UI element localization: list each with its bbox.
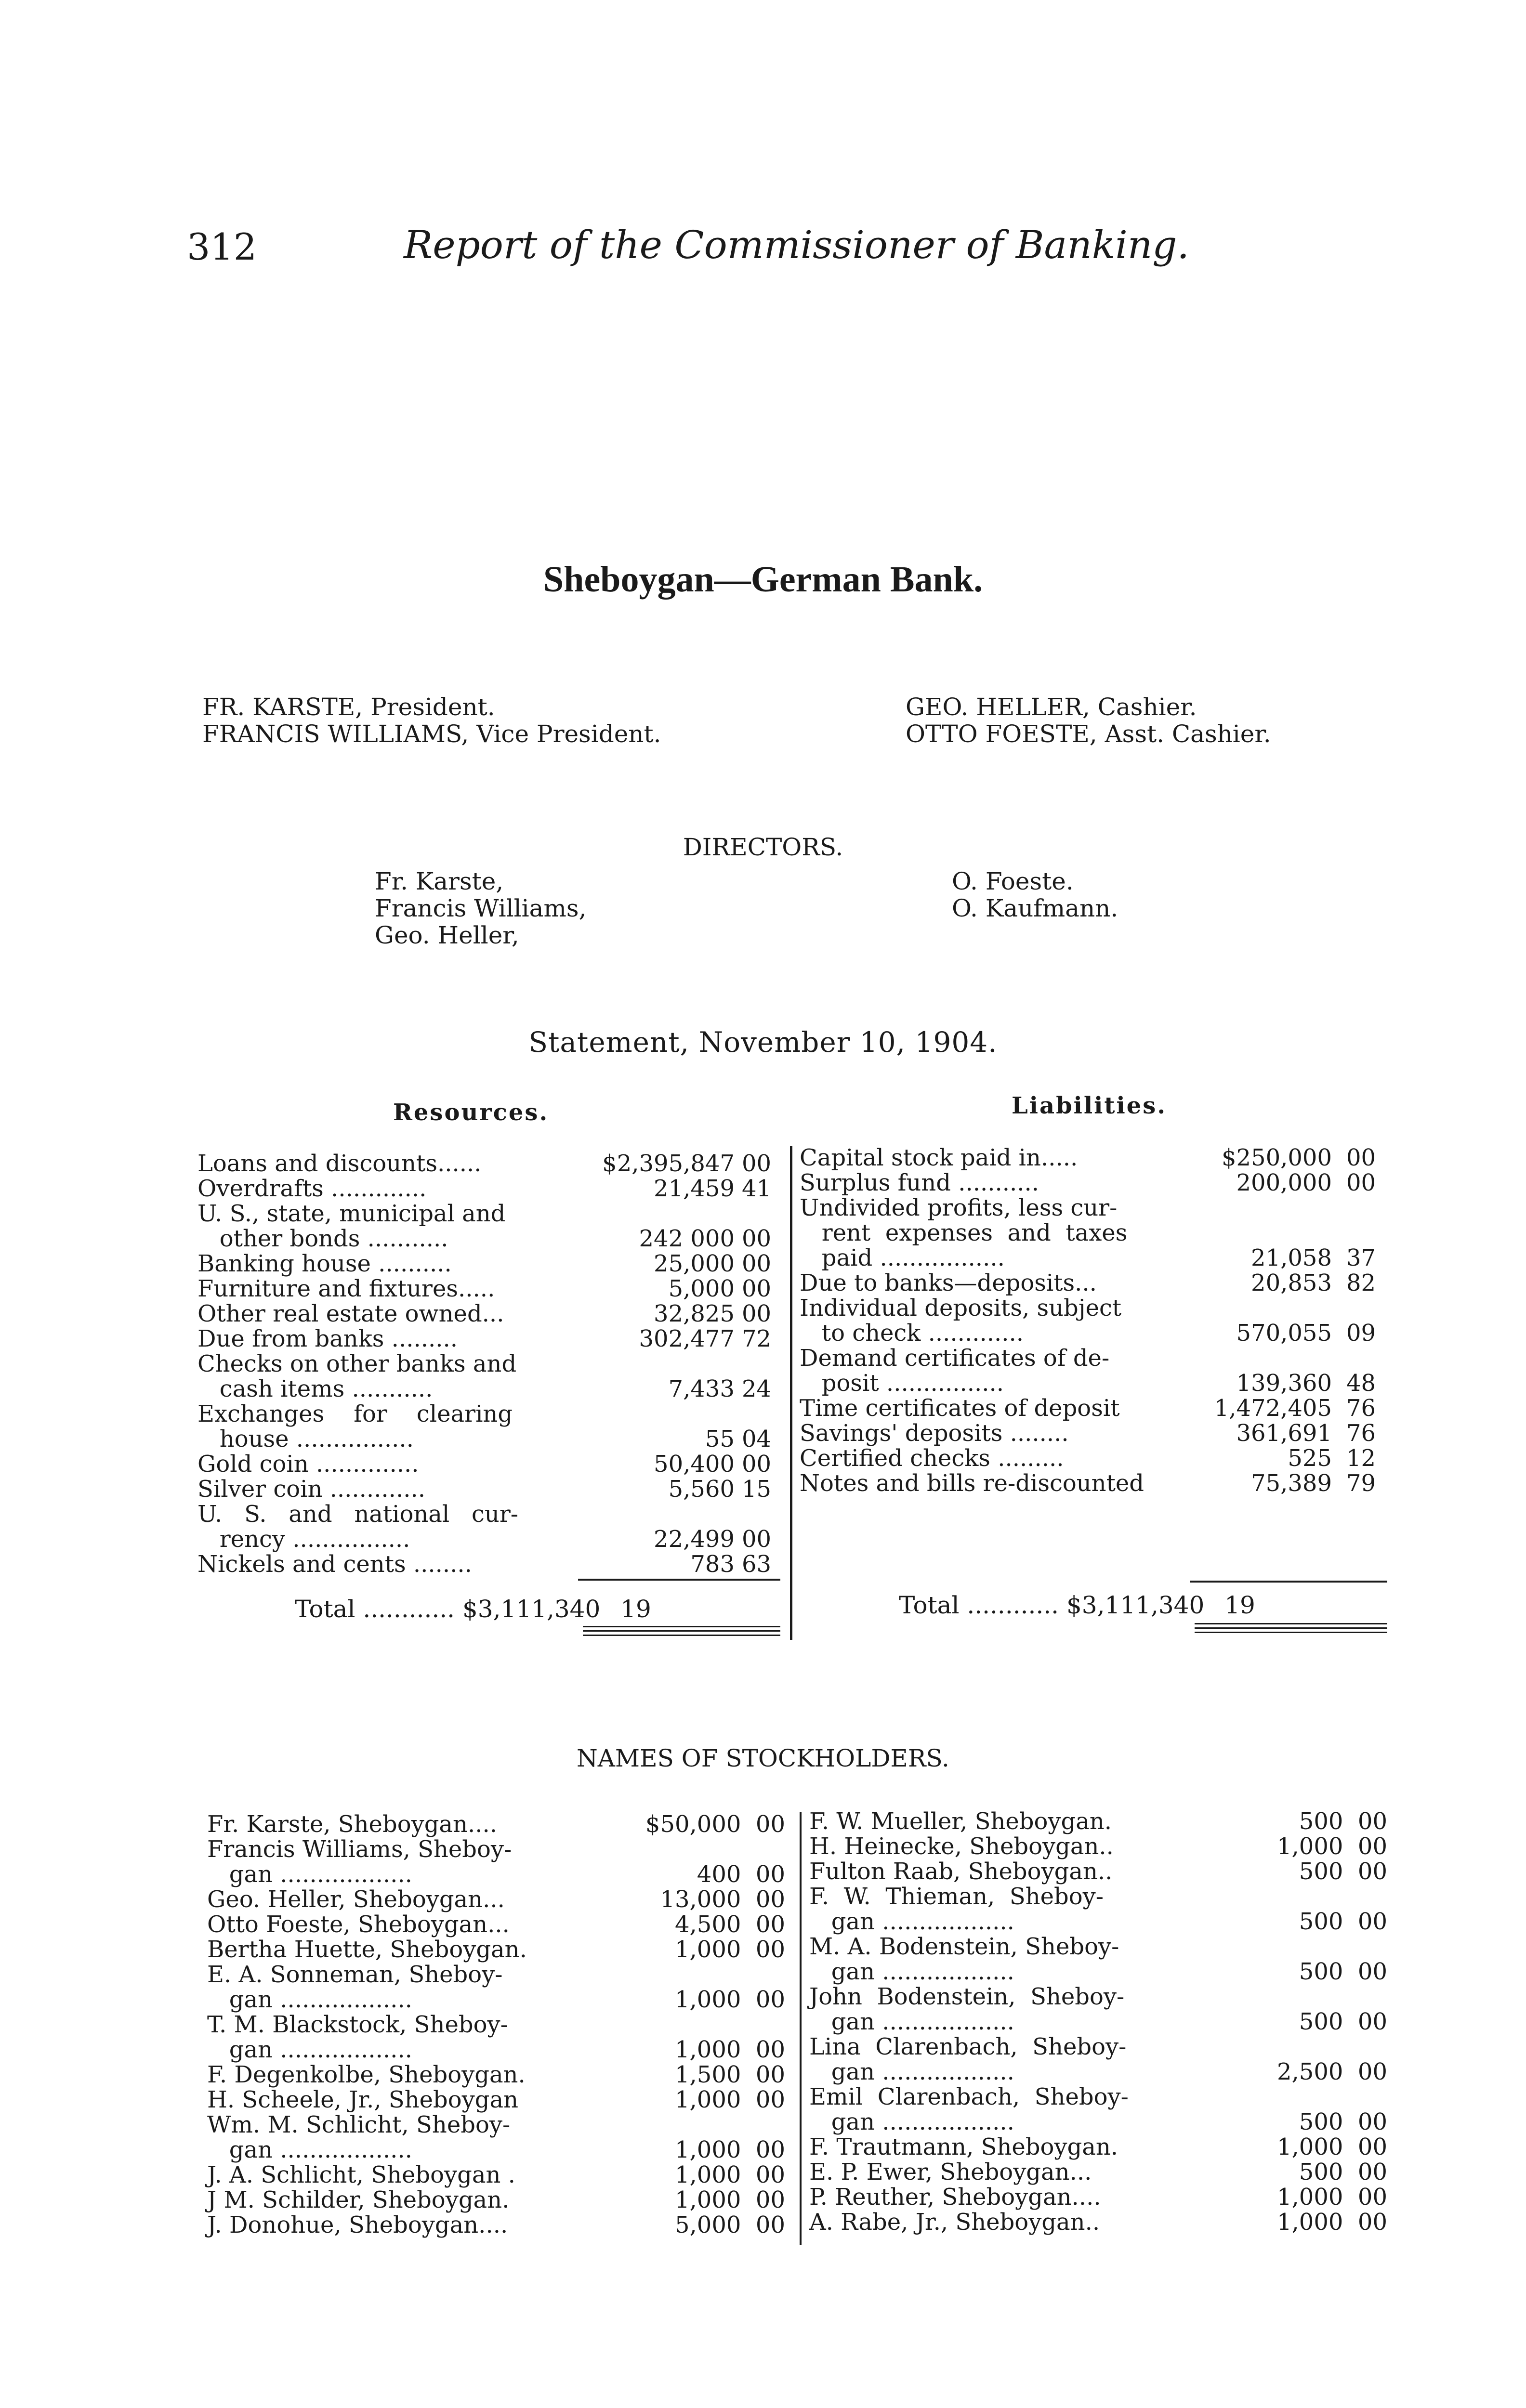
stockholder-amount: 1,000 00	[674, 2036, 785, 2063]
ledger-cents: 00	[1346, 1169, 1376, 1196]
ledger-label: to check .............	[800, 1320, 1024, 1347]
stockholder-amount: 1,000 00	[674, 2086, 785, 2113]
stockholders-divider	[800, 1812, 802, 2245]
ledger-row	[197, 1326, 788, 1351]
ledger-label: Other real estate owned...	[197, 1300, 504, 1327]
ledger-amount: 32,825	[654, 1300, 735, 1327]
liabilities-list	[800, 1145, 1392, 1496]
resources-total-label: Total ............	[295, 1595, 455, 1623]
ledger-amount: 5,000	[668, 1275, 735, 1302]
stockholder-row	[809, 2210, 1387, 2235]
stockholder-row	[809, 2185, 1387, 2210]
stockholder-row	[207, 2037, 785, 2062]
stockholder-name: gan ..................	[207, 2036, 412, 2063]
ledger-label: U. S. and national cur-	[197, 1501, 518, 1528]
stockholder-name: F. Degenkolbe, Sheboygan.	[207, 2061, 526, 2088]
ledger-row	[197, 1527, 788, 1552]
ledger-cents: 76	[1346, 1395, 1376, 1422]
ledger-label: rent expenses and taxes	[800, 1219, 1128, 1246]
ledger-row	[800, 1145, 1392, 1170]
ledger-row	[197, 1201, 788, 1226]
stockholder-name: J. Donohue, Sheboygan....	[207, 2212, 508, 2238]
directors-left	[375, 868, 586, 949]
stockholder-name: Lina Clarenbach, Sheboy-	[809, 2033, 1127, 2060]
ledger-row	[800, 1321, 1392, 1346]
ledger-cents: 12	[1346, 1445, 1376, 1472]
stockholder-amount: 1,000 00	[1276, 2184, 1387, 2211]
ledger-row	[800, 1346, 1392, 1371]
stockholder-name: Fr. Karste, Sheboygan....	[207, 1811, 497, 1838]
ledger-amount: 21,459	[654, 1175, 735, 1202]
resources-total	[295, 1595, 651, 1623]
stockholder-amount: 1,000 00	[674, 2161, 785, 2188]
stockholder-name: Otto Foeste, Sheboygan...	[207, 1911, 510, 1938]
ledger-cents: 63	[742, 1551, 772, 1578]
director-name: Geo. Heller,	[375, 921, 519, 949]
ledger-amount: 139,360	[1236, 1370, 1332, 1397]
director-name: O. Kaufmann.	[952, 894, 1118, 922]
ledger-cents: 82	[1346, 1269, 1376, 1296]
ledger-cents: 72	[742, 1325, 772, 1352]
ledger-cents: 00	[742, 1150, 772, 1177]
ledger-cents: 00	[742, 1300, 772, 1327]
ledger-amount: 242 000	[639, 1225, 735, 1252]
ledger-row	[197, 1226, 788, 1251]
stockholder-name: F. Trautmann, Sheboygan.	[809, 2133, 1118, 2160]
stockholder-amount: 500 00	[1299, 2008, 1387, 2035]
ledger-amount: 361,691	[1236, 1420, 1332, 1447]
ledger-label: cash items ...........	[197, 1375, 433, 1402]
running-head: Report of the Commissioner of Banking.	[404, 222, 1189, 267]
ledger-label: Due from banks .........	[197, 1325, 458, 1352]
ledger-amount: 1,472,405	[1214, 1395, 1332, 1422]
stockholder-row	[809, 2109, 1387, 2134]
statement-heading: Statement, November 10, 1904.	[528, 1026, 998, 1059]
column-divider	[790, 1146, 792, 1640]
stockholder-row	[809, 1809, 1387, 1834]
ledger-label: Certified checks .........	[800, 1445, 1064, 1472]
ledger-amount: 783	[690, 1551, 735, 1578]
resources-total-cents: 19	[620, 1595, 651, 1623]
ledger-row	[800, 1446, 1392, 1471]
ledger-row	[800, 1195, 1392, 1220]
stockholder-row	[207, 1887, 785, 1912]
ledger-cents: 15	[742, 1476, 772, 1503]
ledger-label: rency ................	[197, 1526, 410, 1553]
ledger-label: Undivided profits, less cur-	[800, 1194, 1118, 1221]
ledger-row	[800, 1170, 1392, 1195]
liabilities-total-rule	[1190, 1581, 1387, 1583]
stockholder-name: gan ..................	[207, 1986, 412, 2013]
ledger-row	[800, 1471, 1392, 1496]
stockholder-name: Francis Williams, Sheboy-	[207, 1836, 512, 1863]
stockholder-name: gan ..................	[207, 1861, 412, 1888]
officers-left	[202, 694, 661, 747]
ledger-cents: 37	[1346, 1244, 1376, 1271]
stockholder-name: Bertha Huette, Sheboygan.	[207, 1936, 527, 1963]
directors-heading: DIRECTORS.	[683, 833, 843, 861]
liabilities-total-double-rule	[1195, 1623, 1387, 1633]
ledger-label: Individual deposits, subject	[800, 1295, 1122, 1322]
stockholder-row	[809, 2059, 1387, 2084]
ledger-cents: 79	[1346, 1470, 1376, 1497]
stockholder-amount: 500 00	[1299, 2108, 1387, 2135]
ledger-label: Nickels and cents ........	[197, 1551, 472, 1578]
stockholder-amount: 500 00	[1299, 1908, 1387, 1935]
officer-vice-president: FRANCIS WILLIAMS, Vice President.	[202, 720, 661, 748]
ledger-row	[197, 1552, 788, 1577]
ledger-label: Surplus fund ...........	[800, 1169, 1039, 1196]
stockholder-name: T. M. Blackstock, Sheboy-	[207, 2011, 508, 2038]
ledger-row	[197, 1452, 788, 1477]
stockholder-name: Wm. M. Schlicht, Sheboy-	[207, 2111, 511, 2138]
ledger-label: Silver coin .............	[197, 1476, 425, 1503]
stockholder-name: J. A. Schlicht, Sheboygan .	[207, 2161, 515, 2188]
stockholder-row	[207, 2137, 785, 2162]
ledger-cents: 00	[742, 1451, 772, 1478]
ledger-amount: 7,433	[668, 1375, 735, 1402]
bank-title: Sheboygan—German Bank.	[543, 559, 983, 600]
stockholder-name: Fulton Raab, Sheboygan..	[809, 1858, 1113, 1885]
stockholder-row	[809, 1859, 1387, 1884]
stockholder-name: Geo. Heller, Sheboygan...	[207, 1886, 505, 1913]
ledger-label: Banking house ..........	[197, 1250, 452, 1277]
stockholder-name: gan ..................	[809, 2008, 1014, 2035]
ledger-cents: 00	[742, 1250, 772, 1277]
stockholder-row	[207, 1862, 785, 1887]
stockholder-amount: 1,000 00	[674, 2136, 785, 2163]
ledger-label: posit ................	[800, 1370, 1004, 1397]
ledger-cents: 04	[742, 1426, 772, 1453]
ledger-label: U. S., state, municipal and	[197, 1200, 506, 1227]
ledger-row	[197, 1401, 788, 1426]
stockholder-row	[809, 1959, 1387, 1984]
director-name: O. Foeste.	[952, 867, 1074, 895]
ledger-cents: 00	[742, 1275, 772, 1302]
stockholder-row	[207, 2162, 785, 2187]
stockholder-name: gan ..................	[809, 1908, 1014, 1935]
stockholder-amount: 4,500 00	[674, 1911, 785, 1938]
ledger-amount: $2,395,847	[602, 1150, 735, 1177]
ledger-amount: 5,560	[668, 1476, 735, 1503]
stockholder-name: Emil Clarenbach, Sheboy-	[809, 2083, 1129, 2110]
stockholder-row	[809, 1934, 1387, 1959]
ledger-amount: 55	[705, 1426, 735, 1453]
directors-right	[952, 868, 1118, 922]
stockholder-row	[809, 1909, 1387, 1934]
stockholder-name: gan ..................	[809, 2108, 1014, 2135]
ledger-row	[800, 1371, 1392, 1396]
ledger-amount: 21,058	[1251, 1244, 1332, 1271]
ledger-row	[197, 1502, 788, 1527]
ledger-row	[197, 1176, 788, 1201]
ledger-label: Due to banks—deposits...	[800, 1269, 1097, 1296]
director-name: Fr. Karste,	[375, 867, 504, 895]
stockholder-amount: 500 00	[1299, 2159, 1387, 2186]
ledger-cents: 76	[1346, 1420, 1376, 1447]
stockholder-row	[809, 2084, 1387, 2109]
resources-heading: Resources.	[393, 1099, 549, 1126]
ledger-amount: 570,055	[1236, 1320, 1332, 1347]
ledger-row	[197, 1276, 788, 1301]
stockholder-name: gan ..................	[207, 2136, 412, 2163]
stockholder-amount: 1,000 00	[1276, 1833, 1387, 1860]
stockholder-name: J M. Schilder, Sheboygan.	[207, 2186, 510, 2213]
stockholder-row	[809, 2009, 1387, 2034]
stockholder-amount: 1,000 00	[1276, 2133, 1387, 2160]
page-number: 312	[187, 225, 257, 268]
stockholder-amount: 1,000 00	[674, 2186, 785, 2213]
director-name: Francis Williams,	[375, 894, 587, 922]
stockholder-name: A. Rabe, Jr., Sheboygan..	[809, 2209, 1100, 2236]
stockholder-row	[207, 2187, 785, 2212]
stockholder-amount: 2,500 00	[1276, 2058, 1387, 2085]
ledger-row	[800, 1421, 1392, 1446]
ledger-row	[800, 1270, 1392, 1296]
stockholder-row	[809, 1884, 1387, 1909]
ledger-cents: 09	[1346, 1320, 1376, 1347]
stockholder-amount: 1,000 00	[674, 1986, 785, 2013]
ledger-label: other bonds ...........	[197, 1225, 448, 1252]
stockholder-amount: $50,000 00	[645, 1811, 785, 1838]
liabilities-total-amount: $3,111,340	[1066, 1591, 1205, 1619]
stockholder-amount: 1,500 00	[674, 2061, 785, 2088]
stockholder-row	[809, 2159, 1387, 2185]
stockholder-row	[207, 2112, 785, 2137]
ledger-amount: 25,000	[654, 1250, 735, 1277]
stockholder-row	[207, 1937, 785, 1962]
stockholder-row	[207, 2212, 785, 2238]
stockholder-row	[207, 2012, 785, 2037]
ledger-label: Capital stock paid in.....	[800, 1144, 1078, 1171]
stockholder-row	[207, 1962, 785, 1987]
ledger-row	[800, 1245, 1392, 1270]
stockholder-amount: 400 00	[697, 1861, 785, 1888]
ledger-label: Notes and bills re-discounted	[800, 1470, 1144, 1497]
stockholders-right	[809, 1809, 1387, 2235]
resources-total-double-rule	[583, 1626, 780, 1636]
officer-president: FR. KARSTE, President.	[202, 693, 495, 721]
ledger-amount: 22,499	[654, 1526, 735, 1553]
ledger-row	[197, 1151, 788, 1176]
stockholder-row	[207, 1837, 785, 1862]
ledger-label: paid .................	[800, 1244, 1005, 1271]
ledger-row	[197, 1301, 788, 1326]
ledger-label: Loans and discounts......	[197, 1150, 482, 1177]
ledger-cents: 48	[1346, 1370, 1376, 1397]
stockholder-row	[809, 1984, 1387, 2009]
ledger-cents: 24	[742, 1375, 772, 1402]
stockholder-row	[809, 2134, 1387, 2159]
stockholder-name: H. Heinecke, Sheboygan..	[809, 1833, 1114, 1860]
ledger-row	[197, 1251, 788, 1276]
ledger-cents: 00	[1346, 1144, 1376, 1171]
ledger-cents: 41	[742, 1175, 772, 1202]
ledger-cents: 00	[742, 1526, 772, 1553]
ledger-amount: $250,000	[1221, 1144, 1332, 1171]
stockholder-row	[207, 1812, 785, 1837]
stockholder-row	[809, 1834, 1387, 1859]
liabilities-total-label: Total ............	[899, 1591, 1059, 1619]
ledger-label: Time certificates of deposit	[800, 1395, 1120, 1422]
officer-cashier: GEO. HELLER, Cashier.	[906, 693, 1197, 721]
stockholder-row	[809, 2034, 1387, 2059]
stockholder-name: E. P. Ewer, Sheboygan...	[809, 2159, 1092, 2186]
stockholder-row	[207, 1987, 785, 2012]
ledger-amount: 525	[1288, 1445, 1332, 1472]
stockholder-amount: 500 00	[1299, 1858, 1387, 1885]
ledger-label: Exchanges for clearing	[197, 1400, 513, 1427]
ledger-row	[800, 1220, 1392, 1245]
stockholder-name: F. W. Thieman, Sheboy-	[809, 1883, 1104, 1910]
stockholder-name: gan ..................	[809, 1958, 1014, 1985]
ledger-row	[800, 1396, 1392, 1421]
stockholder-name: John Bodenstein, Sheboy-	[809, 1983, 1125, 2010]
stockholder-amount: 500 00	[1299, 1808, 1387, 1835]
stockholder-name: P. Reuther, Sheboygan....	[809, 2184, 1101, 2211]
ledger-label: Overdrafts .............	[197, 1175, 427, 1202]
liabilities-heading: Liabilities.	[1012, 1092, 1167, 1119]
stockholders-heading: NAMES OF STOCKHOLDERS.	[577, 1744, 949, 1772]
resources-total-rule	[578, 1579, 780, 1581]
ledger-amount: 200,000	[1236, 1169, 1332, 1196]
stockholder-amount: 500 00	[1299, 1958, 1387, 1985]
stockholder-name: gan ..................	[809, 2058, 1014, 2085]
ledger-label: house ................	[197, 1426, 414, 1453]
ledger-row	[197, 1477, 788, 1502]
stockholder-name: H. Scheele, Jr., Sheboygan	[207, 2086, 519, 2113]
ledger-row	[197, 1426, 788, 1452]
ledger-row	[800, 1296, 1392, 1321]
ledger-amount: 20,853	[1251, 1269, 1332, 1296]
liabilities-total-cents: 19	[1224, 1591, 1255, 1619]
stockholder-name: M. A. Bodenstein, Sheboy-	[809, 1933, 1119, 1960]
stockholder-amount: 1,000 00	[674, 1936, 785, 1963]
ledger-label: Savings' deposits ........	[800, 1420, 1069, 1447]
ledger-label: Furniture and fixtures.....	[197, 1275, 495, 1302]
stockholder-amount: 13,000 00	[660, 1886, 785, 1913]
ledger-amount: 50,400	[654, 1451, 735, 1478]
liabilities-total	[899, 1591, 1255, 1619]
stockholder-amount: 5,000 00	[674, 2212, 785, 2238]
stockholder-row	[207, 1912, 785, 1937]
stockholder-amount: 1,000 00	[1276, 2209, 1387, 2236]
resources-total-amount: $3,111,340	[462, 1595, 601, 1623]
ledger-label: Gold coin ..............	[197, 1451, 419, 1478]
ledger-cents: 00	[742, 1225, 772, 1252]
ledger-amount: 302,477	[639, 1325, 735, 1352]
ledger-row	[197, 1376, 788, 1401]
ledger-amount: 75,389	[1251, 1470, 1332, 1497]
ledger-label: Checks on other banks and	[197, 1350, 517, 1377]
ledger-row	[197, 1351, 788, 1376]
stockholder-row	[207, 2087, 785, 2112]
officers-right	[906, 694, 1271, 747]
resources-list	[197, 1151, 788, 1577]
stockholder-row	[207, 2062, 785, 2087]
stockholder-name: E. A. Sonneman, Sheboy-	[207, 1961, 503, 1988]
ledger-label: Demand certificates of de-	[800, 1345, 1110, 1372]
officer-asst-cashier: OTTO FOESTE, Asst. Cashier.	[906, 720, 1271, 748]
stockholder-name: F. W. Mueller, Sheboygan.	[809, 1808, 1112, 1835]
stockholders-left	[207, 1812, 785, 2238]
